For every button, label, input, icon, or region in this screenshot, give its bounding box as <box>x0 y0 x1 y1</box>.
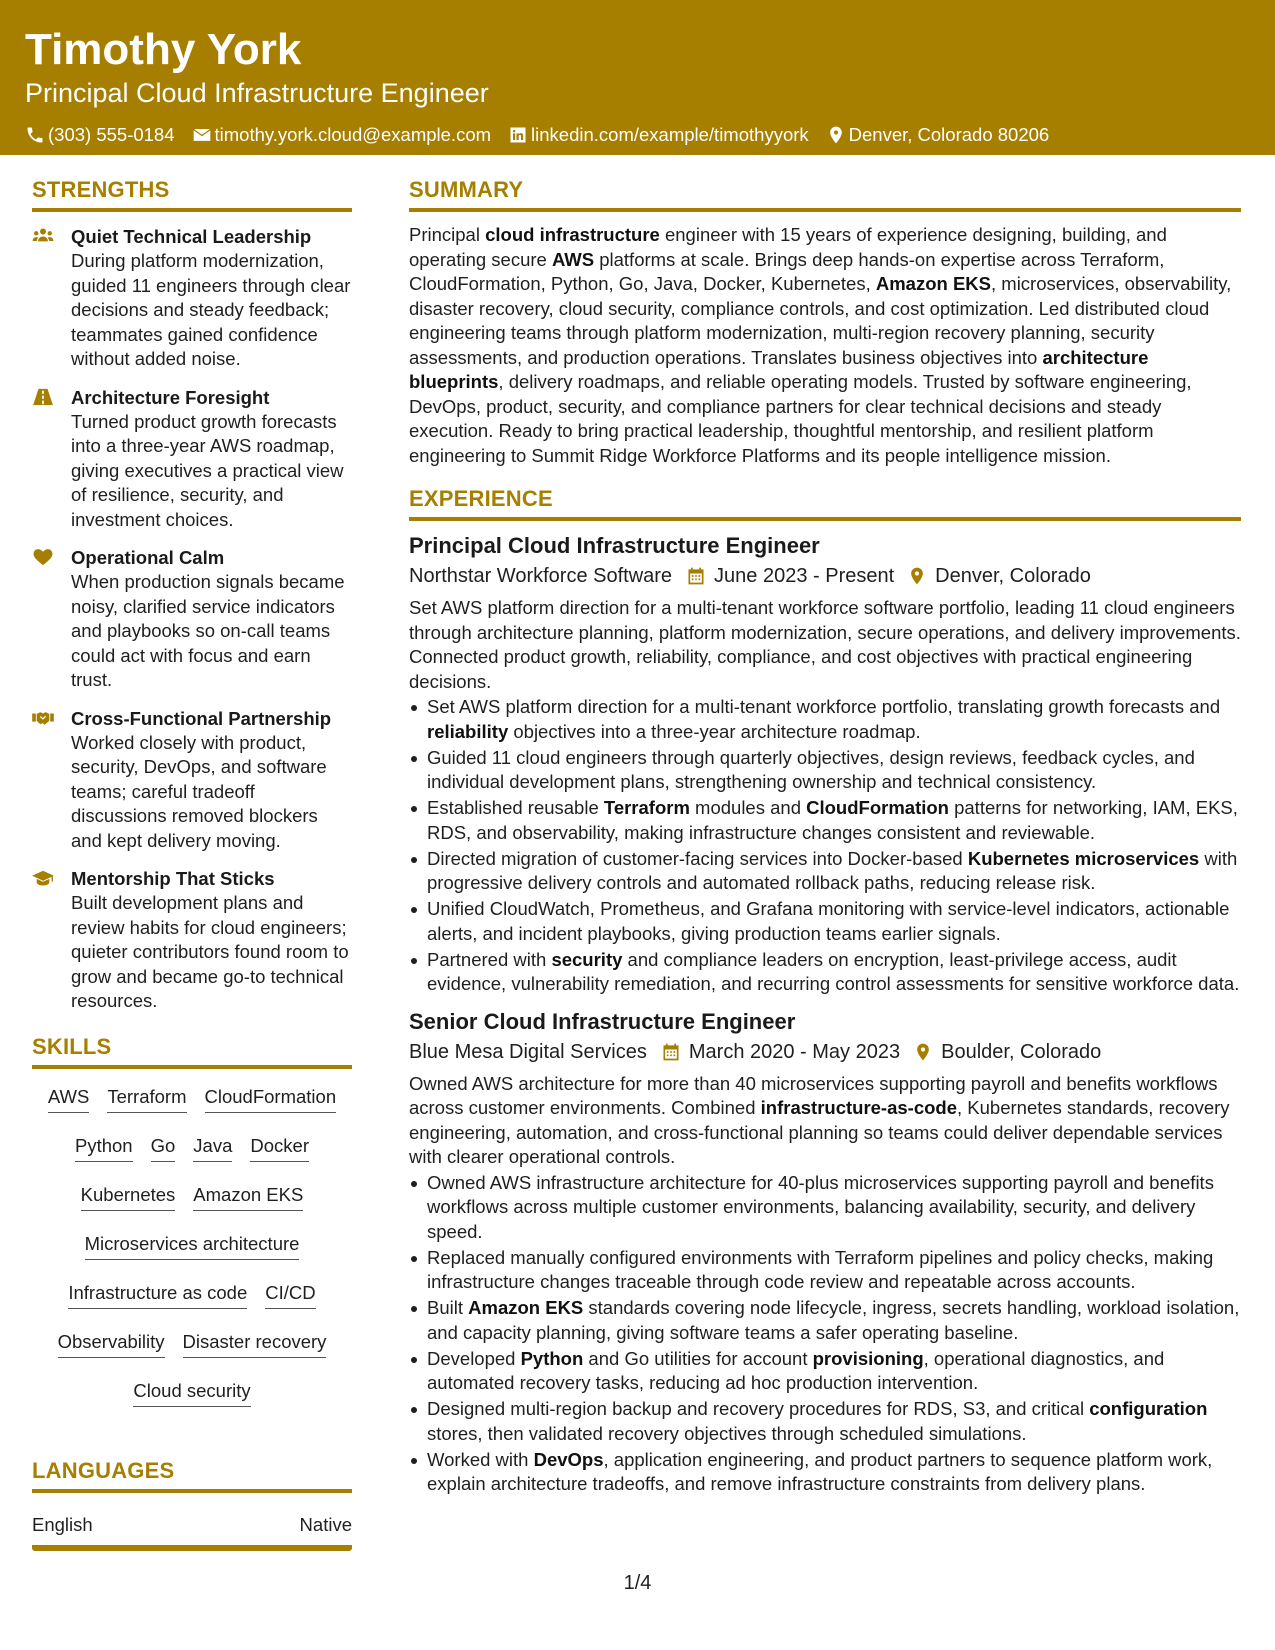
job-description-text: Set AWS platform direction for a multi-tenant workforce software portfolio, leading 11 cloud engineers through architecture planning, platform modernization, secure operations, and delivery improvements. Connected product growth, reliability, compliance, and cost objectives with practical engineering decisions. <box>409 597 1241 692</box>
bullet-emphasis: Kubernetes microservices <box>967 847 1200 869</box>
location-text: Denver, Colorado 80206 <box>848 124 1050 145</box>
summary-section <box>409 175 1241 468</box>
job-bullet <box>409 1397 1241 1446</box>
languages-heading: LANGUAGES <box>32 1456 352 1493</box>
summary-emphasis: Amazon EKS <box>875 273 991 294</box>
job-description-text: Owned AWS architecture for more than 40 microservices supporting payroll and benefits workflows across customer environments. Combined <box>409 1072 1218 1118</box>
languages-section <box>32 1456 352 1551</box>
email-text: timothy.york.cloud@example.com <box>214 124 492 145</box>
skill-tag: Kubernetes <box>81 1177 176 1211</box>
strength-item <box>32 706 352 854</box>
job-bullet <box>409 796 1241 845</box>
experience-section <box>409 484 1241 1497</box>
summary-text: Principal <box>409 224 486 245</box>
linkedin-icon <box>508 125 528 145</box>
job-bullet <box>409 897 1241 946</box>
bullet-emphasis: Python <box>520 1347 584 1369</box>
bullet-text: objectives into a three-year architecture roadmap. <box>508 720 921 742</box>
jobs-list <box>409 531 1241 1497</box>
contact-location <box>826 123 1050 147</box>
map-pin-icon <box>826 125 846 145</box>
candidate-role: Principal Cloud Infrastructure Engineer <box>25 78 489 108</box>
strength-title: Mentorship That Sticks <box>71 868 275 889</box>
contact-phone[interactable] <box>25 123 175 147</box>
bullet-emphasis: security <box>551 948 623 970</box>
strength-item <box>32 385 352 533</box>
skill-tag: Java <box>193 1128 232 1162</box>
skills-section <box>32 1032 352 1422</box>
job-description <box>409 1072 1241 1170</box>
job-bullet <box>409 1347 1241 1396</box>
job-description-emphasis: infrastructure-as-code <box>760 1097 958 1118</box>
handshake-icon <box>32 706 71 854</box>
bullet-emphasis: reliability <box>427 720 509 742</box>
bullet-text: patterns for networking, IAM, EKS, RDS, and observability, making infrastructure changes consistent and reviewable. <box>427 797 1238 843</box>
strengths-list <box>32 224 352 1014</box>
heart-icon <box>32 545 71 693</box>
skill-tag: Microservices architecture <box>85 1226 300 1260</box>
job-dates: June 2023 - Present <box>714 565 895 587</box>
job-meta <box>409 1037 1241 1067</box>
bullet-emphasis: DevOps <box>533 1448 604 1470</box>
bullet-text: standards covering node lifecycle, ingress, secrets handling, workload isolation, and capacity planning, giving software teams a safer operating baseline. <box>427 1297 1240 1343</box>
candidate-name: Timothy York <box>25 25 302 74</box>
bullet-text: Directed migration of customer-facing services into Docker-based <box>427 847 968 869</box>
job-title: Senior Cloud Infrastructure Engineer <box>409 1008 796 1034</box>
contact-linkedin[interactable] <box>508 123 809 147</box>
summary-text: engineer with 15 years of experience designing, building, and operating secure <box>409 224 1167 270</box>
contact-bar <box>25 123 1250 147</box>
bullet-emphasis: configuration <box>1089 1398 1208 1419</box>
summary-emphasis: cloud infrastructure <box>485 224 660 245</box>
bullet-text: and Go utilities for account <box>583 1347 813 1369</box>
job-bullet <box>409 1296 1241 1345</box>
skill-tag: CloudFormation <box>205 1079 337 1113</box>
map-pin-icon <box>907 566 927 586</box>
skill-tag: Go <box>151 1128 176 1162</box>
map-pin-icon <box>913 1042 933 1062</box>
bullet-text: Owned AWS infrastructure architecture for 40-plus microservices supporting payroll and benefits workflows across multiple customer environments, balancing availability, security, and delivery speed. <box>427 1171 1214 1242</box>
summary-emphasis: AWS <box>551 248 595 270</box>
skill-tag: Observability <box>58 1324 165 1358</box>
users-icon <box>32 224 71 372</box>
job-bullet <box>409 1171 1241 1245</box>
job-company: Blue Mesa Digital Services <box>409 1040 647 1063</box>
bullet-text: Set AWS platform direction for a multi-tenant workforce portfolio, translating growth forecasts and <box>427 696 1221 717</box>
phone-text: (303) 555-0184 <box>48 124 175 145</box>
skill-tag: Disaster recovery <box>183 1324 327 1358</box>
experience-heading: EXPERIENCE <box>409 484 1241 521</box>
summary-text: , microservices, observability, disaster recovery, cloud security, compliance controls, and cost optimization. Led distributed cloud engineering teams through platform modernization, multi-region recovery planning, security assessments, and production operations. Translates business objectives into <box>409 273 1232 368</box>
bullet-text: , operational diagnostics, and automated recovery tasks, reducing ad hoc production intervention. <box>427 1347 1165 1393</box>
job-bullets <box>409 695 1241 997</box>
linkedin-text: linkedin.com/example/timothyyork <box>531 124 809 145</box>
strength-description: During platform modernization, guided 11 engineers through clear decisions and steady feedback; teammates gained confidence without added noise. <box>71 250 351 369</box>
summary-heading: SUMMARY <box>409 175 1241 212</box>
envelope-icon <box>192 125 212 145</box>
bullet-text: with progressive delivery controls and automated rollback paths, reducing release risk. <box>427 847 1238 893</box>
language-name: English <box>32 1513 93 1535</box>
job-bullet <box>409 1448 1241 1497</box>
job-company: Northstar Workforce Software <box>409 565 673 587</box>
strength-description: When production signals became noisy, clarified service indicators and playbooks so on-call teams could act with focus and earn trust. <box>71 571 345 690</box>
graduation-cap-icon <box>32 866 71 1014</box>
job-bullet <box>409 1246 1241 1295</box>
strength-item <box>32 866 352 1014</box>
skills-list <box>32 1069 352 1422</box>
skill-tag: Docker <box>250 1128 309 1162</box>
strength-body <box>71 545 352 693</box>
job-title: Principal Cloud Infrastructure Engineer <box>409 533 820 558</box>
resume-header <box>0 0 1275 155</box>
bullet-emphasis: CloudFormation <box>806 797 949 818</box>
left-column <box>32 175 352 1551</box>
language-row <box>32 1493 352 1551</box>
skill-tag: Amazon EKS <box>193 1177 303 1211</box>
job-bullet <box>409 746 1241 795</box>
bullet-text: , application engineering, and product partners to sequence platform work, explain architecture tradeoffs, and remove infrastructure constraints from delivery plans. <box>427 1448 1213 1494</box>
bullet-text: Guided 11 cloud engineers through quarterly objectives, design reviews, feedback cycles, and individual development plans, strengthening ownership and technical consistency. <box>427 746 1195 792</box>
bullet-text: and compliance leaders on encryption, least-privilege access, audit evidence, vulnerability remediation, and recurring control assessments for sensitive workforce data. <box>427 948 1240 994</box>
bullet-text: Developed <box>427 1347 521 1369</box>
language-level: Native <box>299 1513 352 1535</box>
bullet-emphasis: provisioning <box>812 1347 924 1369</box>
strength-description: Turned product growth forecasts into a three-year AWS roadmap, giving executives a practical view of resilience, security, and investment choices. <box>71 410 344 530</box>
road-icon <box>32 385 71 533</box>
job-description-text: , Kubernetes standards, recovery engineering, automation, and cross-functional planning so teams could deliver dependable services with clearer operational controls. <box>409 1097 1230 1167</box>
job-description <box>409 596 1241 694</box>
skill-tag: CI/CD <box>265 1275 315 1309</box>
summary-text <box>409 223 1241 468</box>
calendar-icon <box>686 566 706 586</box>
job-bullets <box>409 1171 1241 1497</box>
job-entry <box>409 531 1241 997</box>
contact-email[interactable] <box>192 123 492 147</box>
job-bullet <box>409 847 1241 896</box>
summary-text: platforms at scale. Brings deep hands-on expertise across Terraform, CloudFormation, Python, Go, Java, Docker, Kubernetes, <box>409 248 1165 294</box>
bullet-emphasis: Amazon EKS <box>468 1297 584 1318</box>
job-location: Denver, Colorado <box>935 565 1091 587</box>
bullet-text: stores, then validated recovery objectives through scheduled simulations. <box>427 1422 1027 1444</box>
calendar-icon <box>661 1042 681 1062</box>
job-meta <box>409 561 1241 591</box>
bullet-text: Partnered with <box>427 948 552 970</box>
bullet-text: Worked with <box>427 1448 534 1470</box>
job-dates: March 2020 - May 2023 <box>688 1040 901 1063</box>
bullet-text: Built <box>427 1297 469 1318</box>
strengths-section <box>32 175 352 1014</box>
bullet-text: modules and <box>689 797 807 818</box>
job-entry <box>409 1007 1241 1497</box>
strength-title: Architecture Foresight <box>71 386 270 408</box>
strength-body <box>71 224 352 372</box>
strengths-heading: STRENGTHS <box>32 175 352 212</box>
page-number: 1/4 <box>623 1572 652 1594</box>
strength-item <box>32 545 352 693</box>
bullet-text: Replaced manually configured environments with Terraform pipelines and policy checks, making infrastructure changes traceable through code review and repeatable across accounts. <box>427 1246 1214 1292</box>
phone-icon <box>25 125 45 145</box>
job-bullet <box>409 695 1241 744</box>
skill-tag: Terraform <box>107 1079 186 1113</box>
strength-description: Built development plans and review habits for cloud engineers; quieter contributors found room to grow and became go-to technical resources. <box>71 892 349 1011</box>
skill-tag: Python <box>75 1128 133 1162</box>
bullet-emphasis: Terraform <box>603 797 690 818</box>
strength-title: Quiet Technical Leadership <box>71 226 312 247</box>
skill-tag: AWS <box>48 1079 89 1113</box>
skill-tag: Cloud security <box>133 1373 250 1407</box>
skills-heading: SKILLS <box>32 1032 352 1069</box>
skill-tag: Infrastructure as code <box>68 1275 247 1309</box>
summary-emphasis: architecture blueprints <box>409 346 1149 392</box>
strength-body <box>71 385 352 533</box>
strength-description: Worked closely with product, security, DevOps, and software teams; careful tradeoff discussions removed blockers and kept delivery moving. <box>71 731 327 851</box>
job-bullet <box>409 948 1241 997</box>
strength-title: Operational Calm <box>71 547 225 568</box>
right-column <box>409 175 1241 1498</box>
strength-body <box>71 866 352 1014</box>
bullet-text: Unified CloudWatch, Prometheus, and Grafana monitoring with service-level indicators, actionable alerts, and incident playbooks, giving production teams earlier signals. <box>427 898 1230 944</box>
job-location: Boulder, Colorado <box>941 1040 1102 1063</box>
bullet-text: Designed multi-region backup and recovery procedures for RDS, S3, and critical <box>427 1398 1090 1419</box>
strength-title: Cross-Functional Partnership <box>71 707 332 729</box>
strength-item <box>32 224 352 372</box>
bullet-text: Established reusable <box>427 797 604 818</box>
summary-text: , delivery roadmaps, and reliable operating models. Trusted by software engineering, DevOps, product, security, and compliance partners for clear technical decisions and steady execution. Ready to bring practical leadership, thoughtful mentorship, and resilient platform engineering to Summit Ridge Workforce Platforms and its people intelligence mission. <box>409 371 1192 466</box>
strength-body <box>71 706 352 854</box>
